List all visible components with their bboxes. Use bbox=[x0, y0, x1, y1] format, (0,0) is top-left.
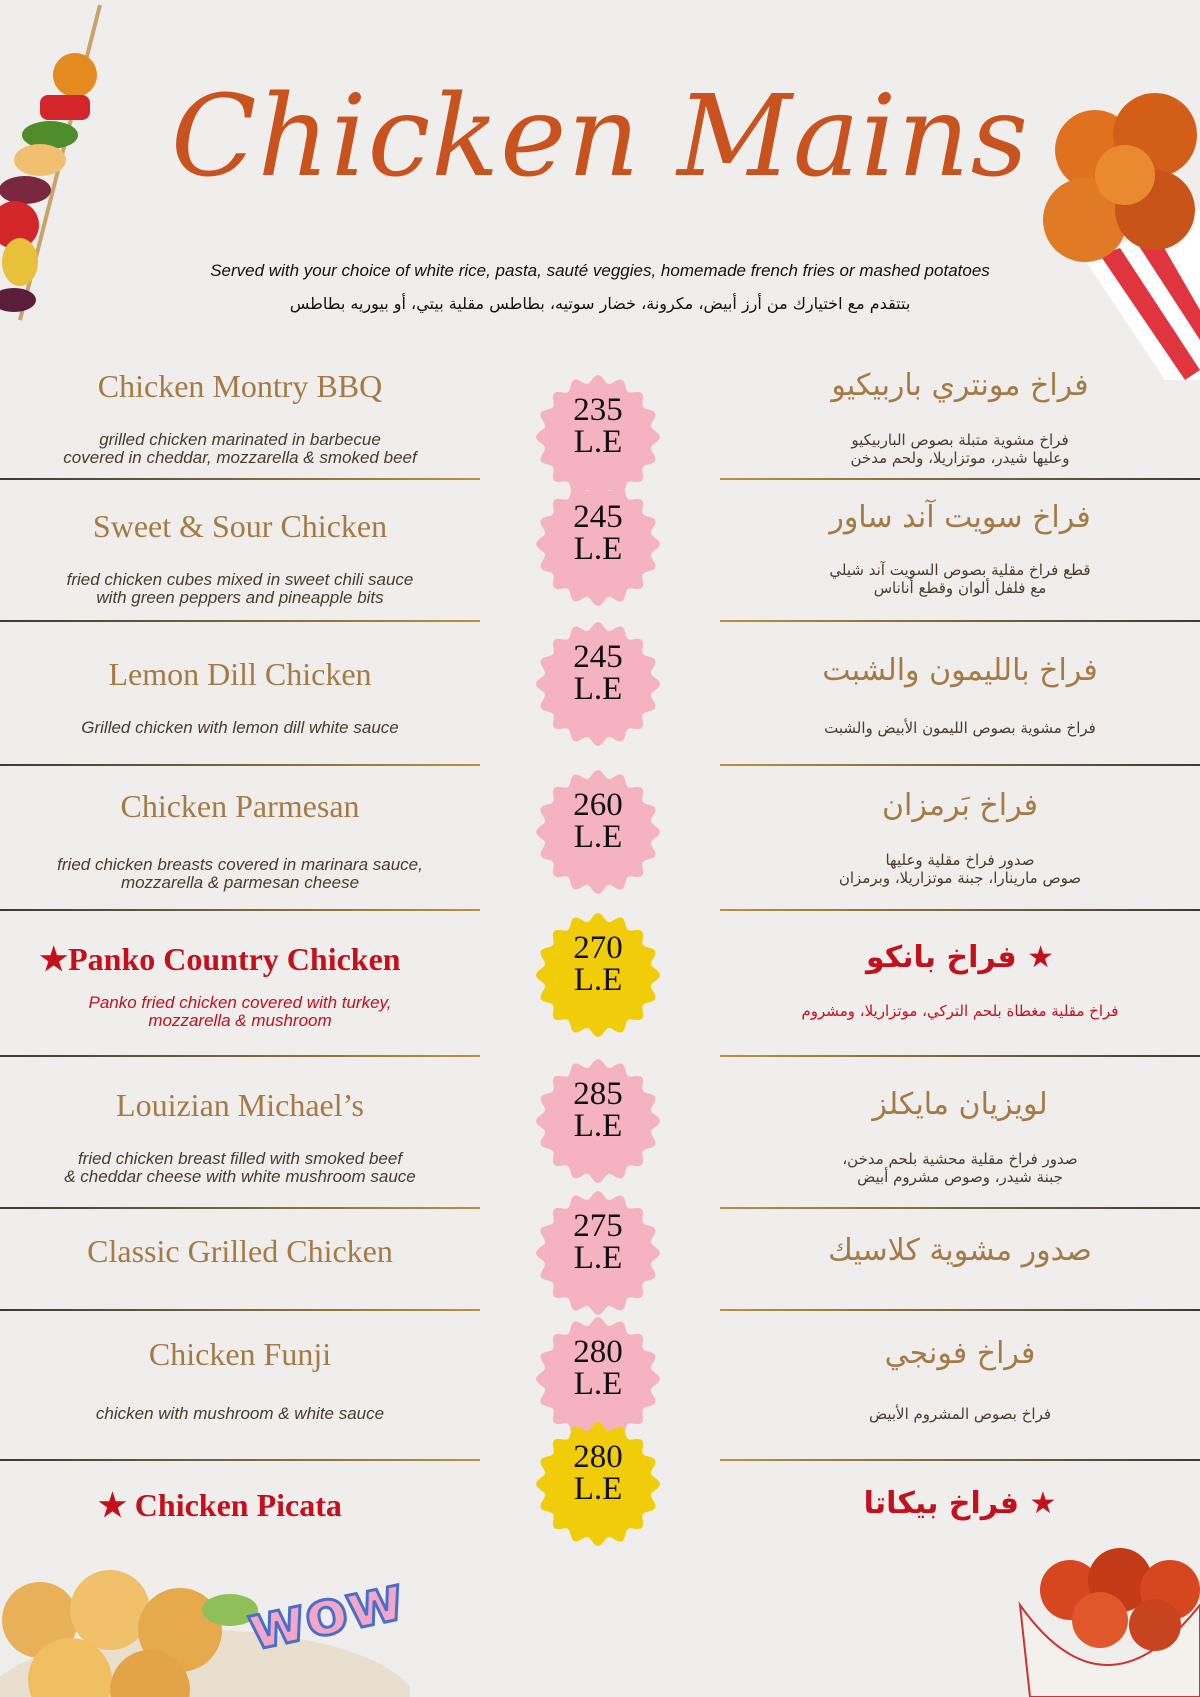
item-desc-ar: فراخ مشوية بصوص الليمون الأبيض والشبت bbox=[824, 719, 1096, 737]
divider bbox=[720, 620, 1200, 622]
price-label: 260 L.E bbox=[573, 787, 623, 855]
item-name-en: Classic Grilled Chicken bbox=[87, 1233, 393, 1269]
divider bbox=[0, 1309, 480, 1311]
divider bbox=[0, 909, 480, 911]
divider bbox=[0, 620, 480, 622]
item-name-en: Louizian Michael’s bbox=[116, 1087, 364, 1123]
subtitle-english: Served with your choice of white rice, pasta, sauté veggies, homemade french fries or mashed potatoes bbox=[210, 261, 990, 280]
item-name-ar: فراخ بالليمون والشبت bbox=[822, 653, 1098, 688]
item-name-en: Chicken Parmesan bbox=[120, 788, 360, 824]
item-name-ar: صدور مشوية كلاسيك bbox=[828, 1233, 1092, 1268]
price-label: 270 L.E bbox=[573, 930, 623, 998]
divider bbox=[720, 1207, 1200, 1209]
price-label: 280 L.E bbox=[573, 1439, 623, 1507]
price-badge bbox=[533, 479, 663, 609]
divider bbox=[720, 764, 1200, 766]
item-desc-en: grilled chicken marinated in barbecue covered in cheddar, mozzarella & smoked beef bbox=[63, 430, 417, 467]
price-badge bbox=[533, 767, 663, 897]
price-badge bbox=[533, 1056, 663, 1186]
price-label: 275 L.E bbox=[573, 1208, 623, 1276]
divider bbox=[720, 478, 1200, 480]
item-name-ar: فراخ بَرمزان bbox=[881, 788, 1039, 823]
item-name-ar: فراخ فونجي bbox=[884, 1336, 1036, 1371]
price-badge-featured bbox=[533, 910, 663, 1040]
svg-text:wow: wow bbox=[241, 1560, 410, 1665]
item-desc-ar: فراخ مقلية مغطاة بلحم التركي، موتزاريلا، ومشروم bbox=[801, 1002, 1119, 1020]
item-name-en: Lemon Dill Chicken bbox=[108, 656, 372, 692]
item-desc-en: Grilled chicken with lemon dill white sauce bbox=[81, 718, 399, 737]
item-desc-en: chicken with mushroom & white sauce bbox=[95, 1404, 385, 1423]
item-desc-en: fried chicken breasts covered in marinara sauce, mozzarella & parmesan cheese bbox=[57, 855, 423, 892]
wings-bowl-illustration bbox=[1010, 1535, 1200, 1697]
item-desc-ar: فراخ بصوص المشروم الأبيض bbox=[868, 1405, 1052, 1423]
divider bbox=[720, 909, 1200, 911]
divider bbox=[720, 1309, 1200, 1311]
page-title: Chicken Mains bbox=[170, 72, 1030, 202]
divider bbox=[0, 478, 480, 480]
price-label: 245 L.E bbox=[573, 499, 623, 567]
divider bbox=[720, 1055, 1200, 1057]
item-desc-ar: قطع فراخ مقلية بصوص السويت آند شيلي مع فلفل ألوان وقطع أناناس bbox=[829, 561, 1091, 597]
item-desc-en: fried chicken breast filled with smoked beef & cheddar cheese with white mushroom sauce bbox=[64, 1149, 416, 1186]
item-name-ar: لويزيان مايكلز bbox=[872, 1087, 1048, 1122]
item-name-en: Chicken Montry BBQ bbox=[97, 368, 383, 404]
divider bbox=[0, 1459, 480, 1461]
price-badge bbox=[533, 1188, 663, 1318]
price-badge-featured bbox=[533, 1419, 663, 1549]
divider bbox=[0, 764, 480, 766]
item-name-ar: ★ فراخ بانكو bbox=[865, 940, 1055, 975]
item-name-ar: فراخ سويت آند ساور bbox=[829, 500, 1091, 535]
item-name-en: ★ Chicken Picata bbox=[98, 1487, 342, 1523]
price-label: 235 L.E bbox=[573, 392, 623, 460]
nuggets-illustration bbox=[0, 1540, 410, 1697]
subtitle-arabic: بتتقدم مع اختيارك من أرز أبيض، مكرونة، خضار سوتيه، بطاطس مقلية بيتي، أو بيوريه بطاطس bbox=[289, 294, 911, 313]
item-desc-ar: صدور فراخ مقلية محشية بلحم مدخن، جبنة شيدر، وصوص مشروم أبيض bbox=[842, 1150, 1078, 1186]
item-name-en: Chicken Funji bbox=[148, 1336, 332, 1372]
divider bbox=[0, 1207, 480, 1209]
item-name-ar: ★ فراخ بيكاتا bbox=[863, 1486, 1057, 1521]
price-label: 245 L.E bbox=[573, 639, 623, 707]
item-desc-ar: فراخ مشوية متبلة بصوص الباربيكيو وعليها شيدر، موتزاريلا، ولحم مدخن bbox=[850, 431, 1070, 467]
price-label: 285 L.E bbox=[573, 1076, 623, 1144]
price-badge bbox=[533, 619, 663, 749]
item-desc-en: fried chicken cubes mixed in sweet chili sauce with green peppers and pineapple bits bbox=[66, 570, 414, 607]
item-desc-en: Panko fried chicken covered with turkey, mozzarella & mushroom bbox=[88, 993, 392, 1030]
item-name-ar: فراخ مونتري باربيكيو bbox=[831, 368, 1089, 403]
item-name-en: ★Panko Country Chicken bbox=[39, 941, 401, 977]
divider bbox=[720, 1459, 1200, 1461]
item-desc-ar: صدور فراخ مقلية وعليها صوص مارينارا، جبنة موتزاريلا، وبرمزان bbox=[838, 851, 1082, 887]
item-name-en: Sweet & Sour Chicken bbox=[92, 508, 388, 544]
price-label: 280 L.E bbox=[573, 1334, 623, 1402]
divider bbox=[0, 1055, 480, 1057]
